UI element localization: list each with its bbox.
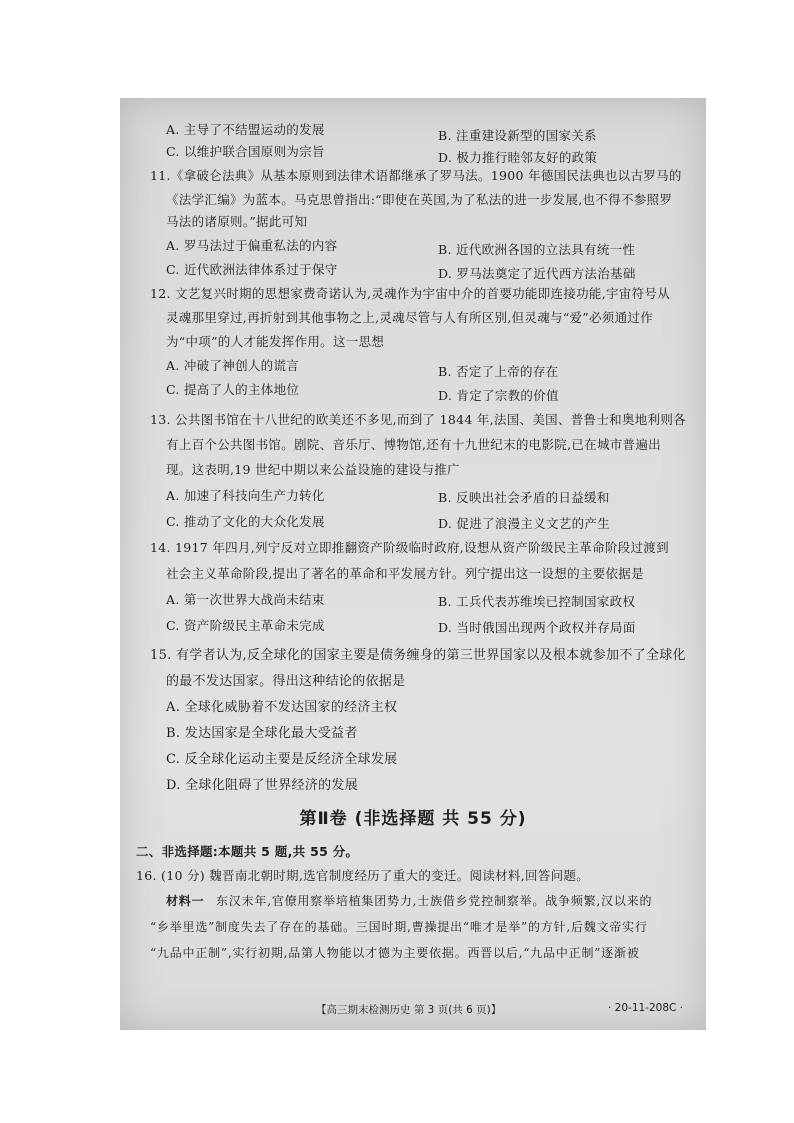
q15-stem-line-1: 15. 有学者认为,反全球化的国家主要是债务缠身的第三世界国家以及根本就参加不了全球化: [150, 648, 686, 663]
material-one-line-3: “九品中正制”,实行初期,品第人物能以才德为主要依据。西晋以后,“九品中正制”逐渐被: [150, 946, 640, 960]
q13-stem-line-1: 13. 公共图书馆在十八世纪的欧美还不多见,而到了 1844 年,法国、美国、普鲁士和奥地利则各: [150, 412, 686, 427]
q12-option-a: A. 冲破了神创人的谎言: [166, 358, 300, 373]
q13-stem-line-2: 有上百个公共图书馆。剧院、音乐厅、博物馆,还有十九世纪末的电影院,已在城市普遍出: [166, 437, 661, 452]
part-two-heading: 二、非选择题:本题共 5 题,共 55 分。: [136, 844, 359, 859]
material-one-label: 材料一: [166, 894, 205, 908]
q11-option-a: A. 罗马法过于偏重私法的内容: [166, 238, 338, 253]
part-two-title: 第Ⅱ卷 (非选择题 共 55 分): [299, 809, 527, 829]
q11-option-d: D. 罗马法奠定了近代西方法治基础: [438, 266, 636, 281]
q11-stem-line-2: 《法学汇编》为蓝本。马克思曾指出:“即使在英国,为了私法的进一步发展,也不得不参照罗: [166, 192, 673, 207]
q12-stem-line-3: 为“中项”的人才能发挥作用。这一思想: [166, 334, 385, 349]
q14-option-a: A. 第一次世界大战尚未结束: [166, 592, 325, 607]
q10-option-d: D. 极力推行睦邻友好的政策: [438, 150, 598, 165]
q12-option-b: B. 否定了上帝的存在: [438, 364, 559, 379]
q15-option-b: B. 发达国家是全球化最大受益者: [166, 726, 358, 741]
q12-stem-line-2: 灵魂那里穿过,再折射到其他事物之上,灵魂尽管与人有所区别,但灵魂与“爱”必须通过作: [166, 310, 654, 325]
exam-code: · 20-11-208C ·: [608, 1002, 684, 1014]
q12-stem-line-1: 12. 文艺复兴时期的思想家费奇诺认为,灵魂作为宇宙中介的首要功能即连接功能,宇宙符号从: [150, 286, 671, 301]
q15-option-c: C. 反全球化运动主要是反经济全球发展: [166, 752, 398, 767]
q13-stem-line-3: 现。这表明,19 世纪中期以来公益设施的建设与推广: [166, 462, 460, 477]
q15-stem-line-2: 的最不发达国家。得出这种结论的依据是: [166, 674, 406, 689]
q11-option-b: B. 近代欧洲各国的立法具有统一性: [438, 242, 636, 257]
exam-page-photo: [120, 98, 706, 1030]
q13-option-a: A. 加速了科技向生产力转化: [166, 488, 325, 503]
q14-stem-line-2: 社会主义革命阶段,提出了著名的革命和平发展方针。列宁提出这一设想的主要依据是: [166, 566, 644, 581]
q10-option-b: B. 注重建设新型的国家关系: [438, 128, 597, 143]
q11-stem-line-1: 11.《拿破仑法典》从基本原则到法律术语都继承了罗马法。1900 年德国民法典也以古罗马的: [150, 168, 682, 183]
q14-option-b: B. 工兵代表苏维埃已控制国家政权: [438, 594, 636, 609]
q11-stem-line-3: 马法的诸原则。”据此可知: [166, 214, 308, 229]
q10-option-a: A. 主导了不结盟运动的发展: [166, 122, 325, 137]
q13-option-c: C. 推动了文化的大众化发展: [166, 514, 325, 529]
q11-option-c: C. 近代欧洲法律体系过于保守: [166, 262, 338, 277]
q10-option-c: C. 以维护联合国原则为宗旨: [166, 144, 325, 159]
q13-option-d: D. 促进了浪漫主义文艺的产生: [438, 516, 611, 531]
q13-option-b: B. 反映出社会矛盾的日益缓和: [438, 490, 610, 505]
q14-option-d: D. 当时俄国出现两个政权并存局面: [438, 620, 636, 635]
q14-stem-line-1: 14. 1917 年四月,列宁反对立即推翻资产阶级临时政府,设想从资产阶级民主革命阶段过渡到: [150, 540, 669, 555]
q16-intro: 16. (10 分) 魏晋南北朝时期,选官制度经历了重大的变迁。阅读材料,回答问题。: [136, 868, 590, 883]
q15-option-a: A. 全球化威胁着不发达国家的经济主权: [166, 700, 398, 715]
page-footer: 【高三期末检测历史 第 3 页(共 6 页)】: [316, 1004, 502, 1016]
q14-option-c: C. 资产阶级民主革命未完成: [166, 618, 325, 633]
material-one-line-2: “乡举里选”制度失去了存在的基础。三国时期,曹操提出“唯才是举”的方针,后魏文帝实行: [150, 920, 648, 934]
q15-option-d: D. 全球化阻碍了世界经济的发展: [166, 778, 359, 793]
q12-option-c: C. 提高了人的主体地位: [166, 382, 300, 397]
material-one-line-1: 东汉末年,官僚用察举培植集团势力,士族借乡党控制察举。战争频繁,汉以来的: [216, 894, 653, 908]
q12-option-d: D. 肯定了宗教的价值: [438, 388, 559, 403]
